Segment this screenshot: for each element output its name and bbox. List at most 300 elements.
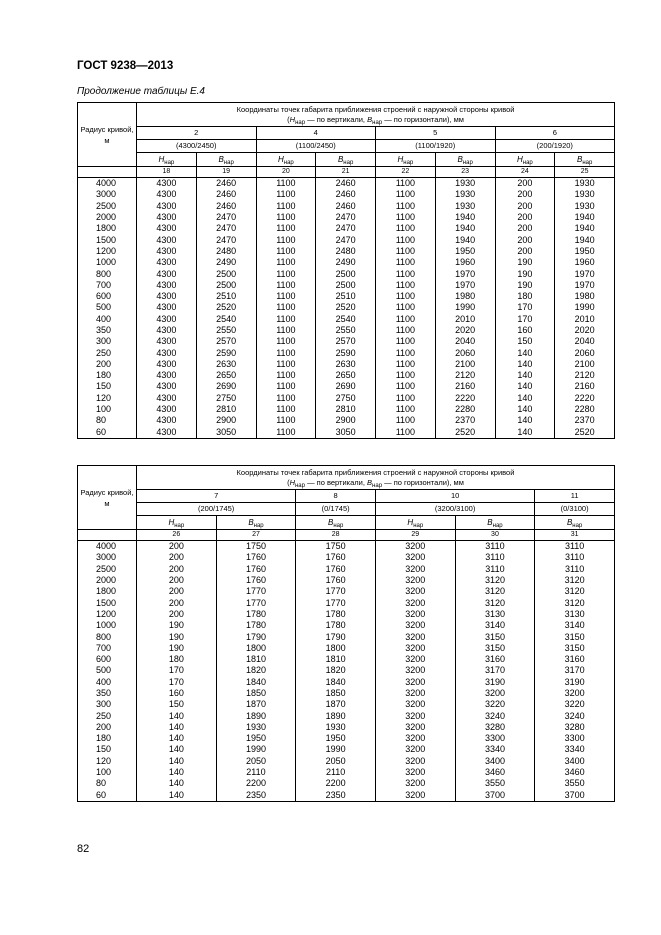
value-cell: 190 xyxy=(137,631,217,642)
value-cell: 1960 xyxy=(555,257,615,268)
table-row xyxy=(78,609,615,620)
value-cell: 2900 xyxy=(316,415,376,426)
table-row xyxy=(78,620,615,631)
blank-index-cell xyxy=(78,167,137,178)
table-row xyxy=(78,404,615,415)
value-cell: 160 xyxy=(137,688,217,699)
radius-cell: 600 xyxy=(78,654,137,665)
value-cell: 2040 xyxy=(555,336,615,347)
value-cell: 4300 xyxy=(137,212,197,223)
value-cell: 2520 xyxy=(196,302,256,313)
value-cell: 2540 xyxy=(316,314,376,325)
value-cell: 150 xyxy=(137,699,217,710)
value-cell: 1770 xyxy=(216,597,296,608)
table-row xyxy=(78,212,615,223)
radius-cell: 100 xyxy=(78,404,137,415)
value-cell: 2480 xyxy=(316,246,376,257)
value-cell: 2490 xyxy=(316,257,376,268)
value-cell: 2200 xyxy=(216,778,296,789)
value-cell: 3190 xyxy=(535,677,615,688)
value-cell: 3700 xyxy=(535,790,615,802)
radius-cell: 2000 xyxy=(78,575,137,586)
value-cell: 1800 xyxy=(296,643,376,654)
group-range: (200/1745) xyxy=(137,503,296,516)
value-cell: 2100 xyxy=(555,359,615,370)
value-cell: 2520 xyxy=(316,302,376,313)
value-cell: 1970 xyxy=(555,280,615,291)
value-cell: 3190 xyxy=(455,677,535,688)
value-cell: 2550 xyxy=(196,325,256,336)
radius-cell: 1000 xyxy=(78,257,137,268)
value-cell: 200 xyxy=(137,597,217,608)
table-title-header xyxy=(137,466,615,490)
h-symbol: H xyxy=(158,154,165,164)
value-cell: 2630 xyxy=(316,359,376,370)
value-cell: 2060 xyxy=(555,347,615,358)
b-nar-symbol-header xyxy=(316,153,376,167)
b-nar-symbol-header xyxy=(455,516,535,530)
nar-subscript: нар xyxy=(582,159,593,166)
value-cell: 140 xyxy=(137,756,217,767)
radius-cell: 3000 xyxy=(78,189,137,200)
value-cell: 1990 xyxy=(296,744,376,755)
radius-cell: 700 xyxy=(78,280,137,291)
table-caption: Продолжение таблицы Е.4 xyxy=(77,86,205,97)
value-cell: 4300 xyxy=(137,201,197,212)
value-cell: 2500 xyxy=(196,280,256,291)
nar-subscript: нар xyxy=(522,159,533,166)
value-cell: 1770 xyxy=(296,586,376,597)
radius-cell: 100 xyxy=(78,767,137,778)
value-cell: 200 xyxy=(495,223,555,234)
value-cell: 140 xyxy=(495,427,555,439)
value-cell: 1100 xyxy=(256,404,316,415)
value-cell: 3200 xyxy=(375,688,455,699)
value-cell: 3120 xyxy=(535,597,615,608)
value-cell: 1970 xyxy=(555,268,615,279)
group-range: (1100/1920) xyxy=(376,140,496,153)
value-cell: 4300 xyxy=(137,268,197,279)
b-nar-symbol-header xyxy=(555,153,615,167)
value-cell: 3150 xyxy=(535,643,615,654)
value-cell: 1870 xyxy=(296,699,376,710)
value-cell: 2470 xyxy=(196,234,256,245)
value-cell: 2500 xyxy=(316,268,376,279)
value-cell: 2510 xyxy=(316,291,376,302)
table-row xyxy=(78,722,615,733)
group-number: 8 xyxy=(296,490,376,503)
value-cell: 140 xyxy=(137,744,217,755)
value-cell: 3460 xyxy=(535,767,615,778)
b-symbol: B xyxy=(457,154,463,164)
radius-cell: 1800 xyxy=(78,223,137,234)
radius-cell: 2500 xyxy=(78,564,137,575)
value-cell: 3340 xyxy=(535,744,615,755)
value-cell: 140 xyxy=(495,404,555,415)
value-cell: 1100 xyxy=(376,280,436,291)
value-cell: 3550 xyxy=(455,778,535,789)
value-cell: 1100 xyxy=(256,314,316,325)
value-cell: 2520 xyxy=(435,427,495,439)
h-symbol: H xyxy=(397,154,404,164)
value-cell: 4300 xyxy=(137,370,197,381)
value-cell: 1890 xyxy=(216,710,296,721)
column-index-cell: 24 xyxy=(495,167,555,178)
value-cell: 1870 xyxy=(216,699,296,710)
value-cell: 2040 xyxy=(435,336,495,347)
value-cell: 1780 xyxy=(296,620,376,631)
value-cell: 1930 xyxy=(555,201,615,212)
value-cell: 1750 xyxy=(216,541,296,553)
radius-cell: 300 xyxy=(78,699,137,710)
value-cell: 3200 xyxy=(375,767,455,778)
radius-cell: 350 xyxy=(78,688,137,699)
h-nar-symbol-header xyxy=(495,153,555,167)
value-cell: 1810 xyxy=(296,654,376,665)
value-cell: 2750 xyxy=(196,393,256,404)
value-cell: 1100 xyxy=(376,246,436,257)
table-row xyxy=(78,223,615,234)
column-index-cell: 28 xyxy=(296,530,376,541)
value-cell: 1970 xyxy=(435,268,495,279)
b-symbol: B xyxy=(566,517,573,527)
value-cell: 2060 xyxy=(435,347,495,358)
value-cell: 1930 xyxy=(296,722,376,733)
table-row xyxy=(78,631,615,642)
value-cell: 3220 xyxy=(535,699,615,710)
value-cell: 160 xyxy=(495,325,555,336)
value-cell: 3340 xyxy=(455,744,535,755)
value-cell: 2020 xyxy=(435,325,495,336)
radius-cell: 80 xyxy=(78,778,137,789)
value-cell: 200 xyxy=(137,609,217,620)
value-cell: 1800 xyxy=(216,643,296,654)
value-cell: 1780 xyxy=(216,620,296,631)
table-row xyxy=(78,767,615,778)
value-cell: 3120 xyxy=(455,575,535,586)
h-symbol: H xyxy=(516,154,523,164)
value-cell: 3200 xyxy=(375,620,455,631)
radius-header: Радиус кривой, м xyxy=(78,103,137,167)
title-paren-open: ( xyxy=(287,114,290,124)
value-cell: 1780 xyxy=(296,609,376,620)
value-cell: 1770 xyxy=(216,586,296,597)
column-index-cell: 26 xyxy=(137,530,217,541)
value-cell: 4300 xyxy=(137,234,197,245)
value-cell: 3130 xyxy=(455,609,535,620)
value-cell: 1100 xyxy=(256,325,316,336)
table-row xyxy=(78,710,615,721)
value-cell: 2370 xyxy=(555,415,615,426)
column-index-cell: 23 xyxy=(435,167,495,178)
title-h-sub: нар xyxy=(294,482,305,489)
value-cell: 3200 xyxy=(375,756,455,767)
value-cell: 200 xyxy=(137,575,217,586)
value-cell: 1930 xyxy=(555,189,615,200)
value-cell: 170 xyxy=(495,314,555,325)
value-cell: 200 xyxy=(495,212,555,223)
b-symbol: B xyxy=(487,517,493,527)
value-cell: 1950 xyxy=(296,733,376,744)
radius-cell: 800 xyxy=(78,631,137,642)
value-cell: 1100 xyxy=(376,291,436,302)
value-cell: 1790 xyxy=(216,631,296,642)
value-cell: 2810 xyxy=(196,404,256,415)
value-cell: 2280 xyxy=(555,404,615,415)
value-cell: 1100 xyxy=(256,359,316,370)
value-cell: 3200 xyxy=(455,688,535,699)
value-cell: 140 xyxy=(495,359,555,370)
value-cell: 200 xyxy=(495,201,555,212)
value-cell: 3050 xyxy=(196,427,256,439)
value-cell: 4300 xyxy=(137,280,197,291)
value-cell: 2280 xyxy=(435,404,495,415)
value-cell: 1940 xyxy=(555,223,615,234)
h-symbol: H xyxy=(277,154,284,164)
value-cell: 4300 xyxy=(137,359,197,370)
value-cell: 4300 xyxy=(137,246,197,257)
table-row xyxy=(78,665,615,676)
value-cell: 2650 xyxy=(316,370,376,381)
radius-cell: 120 xyxy=(78,756,137,767)
value-cell: 170 xyxy=(495,302,555,313)
value-cell: 150 xyxy=(495,336,555,347)
radius-cell: 120 xyxy=(78,393,137,404)
title-h-sub: нар xyxy=(295,119,306,126)
value-cell: 200 xyxy=(495,178,555,190)
value-cell: 2570 xyxy=(316,336,376,347)
value-cell: 1100 xyxy=(376,404,436,415)
table-row xyxy=(78,733,615,744)
value-cell: 1100 xyxy=(376,234,436,245)
table-row xyxy=(78,541,615,553)
table-row xyxy=(78,178,615,190)
value-cell: 2470 xyxy=(196,223,256,234)
nar-subscript: нар xyxy=(283,159,294,166)
value-cell: 3110 xyxy=(535,541,615,553)
value-cell: 2220 xyxy=(435,393,495,404)
value-cell: 140 xyxy=(495,370,555,381)
title-b-sub: нар xyxy=(372,119,383,126)
value-cell: 3140 xyxy=(455,620,535,631)
value-cell: 1100 xyxy=(376,427,436,439)
radius-cell: 250 xyxy=(78,710,137,721)
title-b-symbol: B xyxy=(367,477,373,487)
value-cell: 1950 xyxy=(216,733,296,744)
nar-subscript: нар xyxy=(174,522,185,529)
value-cell: 1100 xyxy=(376,393,436,404)
value-cell: 170 xyxy=(137,677,217,688)
radius-cell: 400 xyxy=(78,314,137,325)
value-cell: 140 xyxy=(495,393,555,404)
title-end-text: — по горизонтали), мм xyxy=(382,114,464,124)
value-cell: 1980 xyxy=(435,291,495,302)
h-symbol: H xyxy=(407,517,414,527)
value-cell: 200 xyxy=(495,234,555,245)
radius-cell: 1500 xyxy=(78,234,137,245)
value-cell: 3130 xyxy=(535,609,615,620)
value-cell: 140 xyxy=(495,347,555,358)
b-nar-symbol-header xyxy=(216,516,296,530)
value-cell: 3110 xyxy=(455,541,535,553)
value-cell: 3200 xyxy=(375,744,455,755)
value-cell: 1100 xyxy=(376,347,436,358)
group-range: (1100/2450) xyxy=(256,140,376,153)
value-cell: 1850 xyxy=(296,688,376,699)
value-cell: 1970 xyxy=(435,280,495,291)
value-cell: 3200 xyxy=(375,733,455,744)
table-row xyxy=(78,699,615,710)
table-row xyxy=(78,246,615,257)
h-symbol: H xyxy=(168,517,175,527)
value-cell: 4300 xyxy=(137,336,197,347)
radius-cell: 2500 xyxy=(78,201,137,212)
value-cell: 1760 xyxy=(296,564,376,575)
value-cell: 2350 xyxy=(296,790,376,802)
group-number: 2 xyxy=(137,127,257,140)
value-cell: 1940 xyxy=(555,234,615,245)
value-cell: 3280 xyxy=(535,722,615,733)
radius-cell: 250 xyxy=(78,347,137,358)
value-cell: 1100 xyxy=(376,370,436,381)
value-cell: 3240 xyxy=(535,710,615,721)
table-row xyxy=(78,756,615,767)
radius-cell: 60 xyxy=(78,427,137,439)
radius-cell: 500 xyxy=(78,302,137,313)
value-cell: 3200 xyxy=(375,586,455,597)
radius-cell: 1200 xyxy=(78,246,137,257)
value-cell: 2460 xyxy=(196,201,256,212)
radius-cell: 3000 xyxy=(78,552,137,563)
title-mid-text: — по вертикали, xyxy=(305,114,368,124)
value-cell: 3120 xyxy=(455,597,535,608)
value-cell: 3700 xyxy=(455,790,535,802)
b-symbol: B xyxy=(218,154,224,164)
value-cell: 3200 xyxy=(375,552,455,563)
radius-cell: 400 xyxy=(78,677,137,688)
column-index-cell: 31 xyxy=(535,530,615,541)
value-cell: 1930 xyxy=(435,189,495,200)
value-cell: 3200 xyxy=(375,710,455,721)
table-row xyxy=(78,381,615,392)
value-cell: 1950 xyxy=(435,246,495,257)
value-cell: 2690 xyxy=(196,381,256,392)
value-cell: 190 xyxy=(495,280,555,291)
value-cell: 3200 xyxy=(375,575,455,586)
value-cell: 1100 xyxy=(376,325,436,336)
value-cell: 2470 xyxy=(316,234,376,245)
title-paren-open: ( xyxy=(287,477,290,487)
table-row xyxy=(78,201,615,212)
value-cell: 3150 xyxy=(455,631,535,642)
value-cell: 3170 xyxy=(535,665,615,676)
table-row xyxy=(78,586,615,597)
value-cell: 180 xyxy=(137,654,217,665)
value-cell: 1840 xyxy=(216,677,296,688)
value-cell: 4300 xyxy=(137,302,197,313)
value-cell: 3200 xyxy=(375,790,455,802)
value-cell: 2520 xyxy=(555,427,615,439)
value-cell: 1100 xyxy=(256,178,316,190)
title-end-text: — по горизонтали), мм xyxy=(382,477,464,487)
table-row xyxy=(78,347,615,358)
value-cell: 1100 xyxy=(376,201,436,212)
nar-subscript: нар xyxy=(223,159,234,166)
value-cell: 1100 xyxy=(376,268,436,279)
value-cell: 2540 xyxy=(196,314,256,325)
table-row xyxy=(78,291,615,302)
value-cell: 2630 xyxy=(196,359,256,370)
value-cell: 140 xyxy=(495,415,555,426)
value-cell: 3400 xyxy=(535,756,615,767)
h-nar-symbol-header xyxy=(256,153,316,167)
value-cell: 3400 xyxy=(455,756,535,767)
group-range: (200/1920) xyxy=(495,140,615,153)
column-index-cell: 21 xyxy=(316,167,376,178)
clearance-table-part-1 xyxy=(77,102,615,439)
table-row xyxy=(78,597,615,608)
value-cell: 1100 xyxy=(376,223,436,234)
radius-cell: 1500 xyxy=(78,597,137,608)
value-cell: 1100 xyxy=(376,359,436,370)
nar-subscript: нар xyxy=(413,522,424,529)
radius-cell: 4000 xyxy=(78,178,137,190)
table-row xyxy=(78,234,615,245)
h-nar-symbol-header xyxy=(375,516,455,530)
radius-cell: 150 xyxy=(78,744,137,755)
value-cell: 1820 xyxy=(296,665,376,676)
value-cell: 2510 xyxy=(196,291,256,302)
column-index-cell: 22 xyxy=(376,167,436,178)
nar-subscript: нар xyxy=(492,522,503,529)
value-cell: 1930 xyxy=(216,722,296,733)
table-row xyxy=(78,677,615,688)
value-cell: 1100 xyxy=(256,246,316,257)
value-cell: 2460 xyxy=(316,201,376,212)
value-cell: 3240 xyxy=(455,710,535,721)
value-cell: 3150 xyxy=(455,643,535,654)
value-cell: 170 xyxy=(137,665,217,676)
value-cell: 1760 xyxy=(216,575,296,586)
value-cell: 1100 xyxy=(376,212,436,223)
radius-cell: 300 xyxy=(78,336,137,347)
nar-subscript: нар xyxy=(403,159,414,166)
table-row xyxy=(78,552,615,563)
radius-cell: 1800 xyxy=(78,586,137,597)
value-cell: 140 xyxy=(137,778,217,789)
value-cell: 3160 xyxy=(455,654,535,665)
radius-cell: 800 xyxy=(78,268,137,279)
value-cell: 1940 xyxy=(435,223,495,234)
value-cell: 1990 xyxy=(555,302,615,313)
group-number: 6 xyxy=(495,127,615,140)
value-cell: 2590 xyxy=(196,347,256,358)
b-nar-symbol-header xyxy=(435,153,495,167)
b-nar-symbol-header xyxy=(535,516,615,530)
radius-cell: 180 xyxy=(78,370,137,381)
value-cell: 2160 xyxy=(435,381,495,392)
value-cell: 1100 xyxy=(256,268,316,279)
value-cell: 2460 xyxy=(196,189,256,200)
b-symbol: B xyxy=(337,154,344,164)
radius-cell: 350 xyxy=(78,325,137,336)
table-row xyxy=(78,427,615,439)
radius-cell: 80 xyxy=(78,415,137,426)
value-cell: 2590 xyxy=(316,347,376,358)
value-cell: 200 xyxy=(137,586,217,597)
value-cell: 1940 xyxy=(555,212,615,223)
value-cell: 1100 xyxy=(256,212,316,223)
